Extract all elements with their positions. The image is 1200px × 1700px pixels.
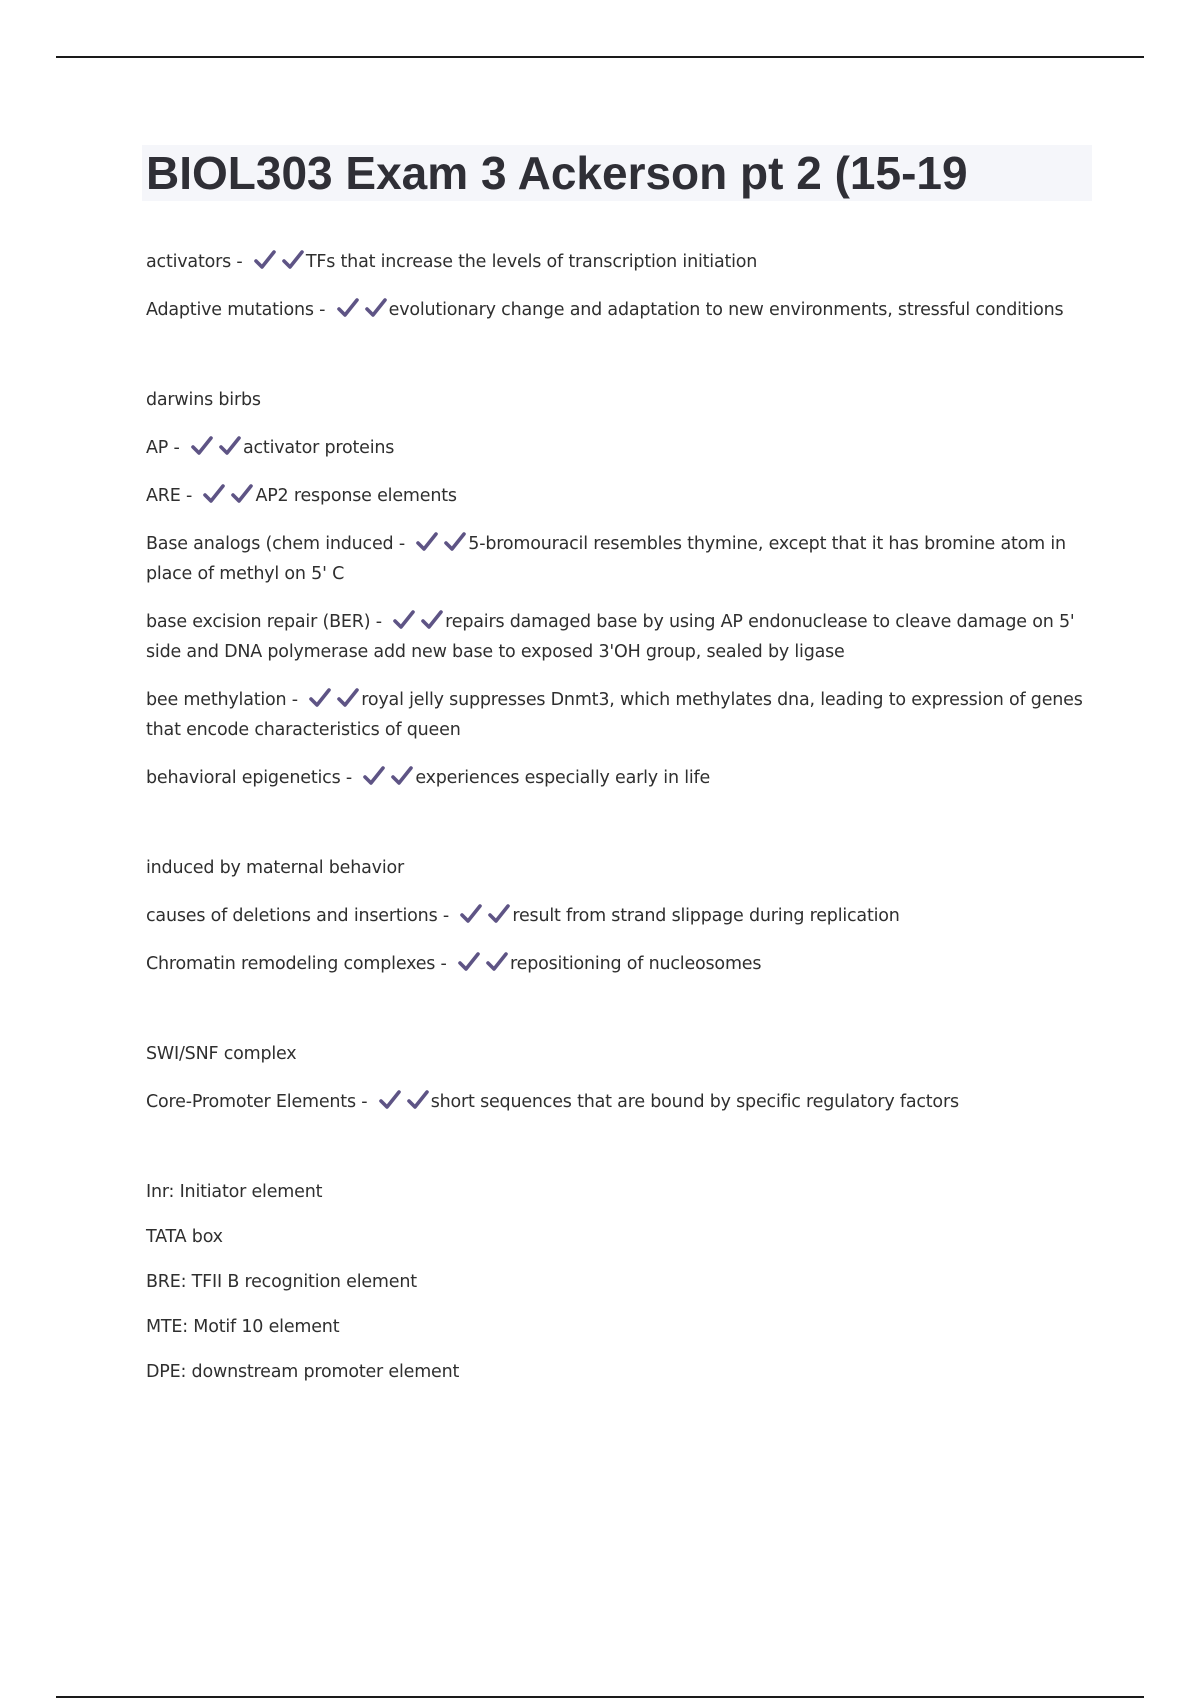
entry-note: BRE: TFII B recognition element (146, 1272, 417, 1292)
entry-note: SWI/SNF complex (146, 1044, 297, 1064)
entry-term: causes of deletions and insertions (146, 906, 438, 926)
flashcard-entry (146, 1087, 1086, 1117)
check-icon (393, 610, 415, 630)
check-icon (365, 298, 387, 318)
flashcard-entry (146, 433, 1086, 463)
entry-term: base excision repair (BER) (146, 612, 371, 632)
check-icon (444, 532, 466, 552)
entry-definition: repositioning of nucleosomes (510, 954, 762, 974)
entry-term: activators (146, 252, 232, 272)
entry-definition: result from strand slippage during replication (512, 906, 900, 926)
entry-definition: royal jelly suppresses Dnmt3, which methylates dna, leading to expression of genes that encode characteristics of queen (146, 690, 1083, 740)
entry-note: darwins birbs (146, 390, 261, 410)
entry-term: Base analogs (chem induced (146, 534, 394, 554)
check-icon (191, 436, 213, 456)
entry-definition: evolutionary change and adaptation to new environments, stressful conditions (388, 300, 1064, 320)
entry-note: DPE: downstream promoter element (146, 1362, 460, 1382)
entry-term: Adaptive mutations (146, 300, 314, 320)
entry-separator: - (370, 612, 388, 632)
flashcard-entry (146, 295, 1086, 325)
flashcard-entry (146, 481, 1086, 511)
flashcard-entry (146, 529, 1086, 589)
entry-separator: - (340, 768, 358, 788)
check-icon (337, 688, 359, 708)
flashcard-entry (146, 901, 1086, 931)
entry-term: behavioral epigenetics (146, 768, 341, 788)
entry-separator: - (435, 954, 453, 974)
entry-separator: - (355, 1092, 373, 1112)
entry-definition: repairs damaged base by using AP endonuclease to cleave damage on 5' side and DNA polymerase add new base to exposed 3'OH group, sealed by ligase (146, 612, 1075, 662)
entry-definition: experiences especially early in life (415, 768, 711, 788)
entry-note: MTE: Motif 10 element (146, 1317, 340, 1337)
check-icon (458, 952, 480, 972)
entry-separator: - (393, 534, 411, 554)
check-icon (421, 610, 443, 630)
entry-note: induced by maternal behavior (146, 858, 404, 878)
entry-term: bee methylation (146, 690, 287, 710)
page-title: BIOL303 Exam 3 Ackerson pt 2 (15-19 (146, 147, 968, 199)
entry-separator: - (437, 906, 455, 926)
entry-definition: 5-bromouracil resembles thymine, except that it has bromine atom in place of methyl on 5' C (146, 534, 1066, 584)
entry-definition: short sequences that are bound by specific regulatory factors (430, 1092, 959, 1112)
check-icon (219, 436, 241, 456)
entry-term: Chromatin remodeling complexes (146, 954, 436, 974)
entry-separator: - (231, 252, 248, 272)
check-icon (309, 688, 331, 708)
check-icon (391, 766, 413, 786)
top-rule (56, 56, 1144, 58)
check-icon (231, 484, 253, 504)
entry-separator: - (180, 486, 198, 506)
check-icon (407, 1090, 429, 1110)
check-icon (363, 766, 385, 786)
flashcard-entry (146, 607, 1086, 667)
check-icon (203, 484, 225, 504)
check-icon (416, 532, 438, 552)
check-icon (282, 250, 304, 270)
check-icon (254, 250, 276, 270)
flashcard-entry (146, 685, 1086, 745)
bottom-rule (56, 1696, 1144, 1698)
check-icon (379, 1090, 401, 1110)
check-icon (488, 904, 510, 924)
entry-definition: AP2 response elements (255, 486, 457, 506)
entry-term: AP (146, 438, 169, 458)
entry-term: Core-Promoter Elements (146, 1092, 356, 1112)
flashcard-entry (146, 247, 1086, 277)
check-icon (486, 952, 508, 972)
entry-note: Inr: Initiator element (146, 1182, 323, 1202)
flashcard-list (146, 247, 1086, 1402)
entry-separator: - (286, 690, 304, 710)
flashcard-entry (146, 763, 1086, 793)
entry-term: ARE (146, 486, 181, 506)
entry-note: TATA box (146, 1227, 223, 1247)
check-icon (337, 298, 359, 318)
entry-separator: - (168, 438, 185, 458)
entry-definition: TFs that increase the levels of transcription initiation (305, 252, 758, 272)
check-icon (460, 904, 482, 924)
flashcard-entry (146, 949, 1086, 979)
entry-definition: activator proteins (242, 438, 395, 458)
entry-separator: - (313, 300, 331, 320)
